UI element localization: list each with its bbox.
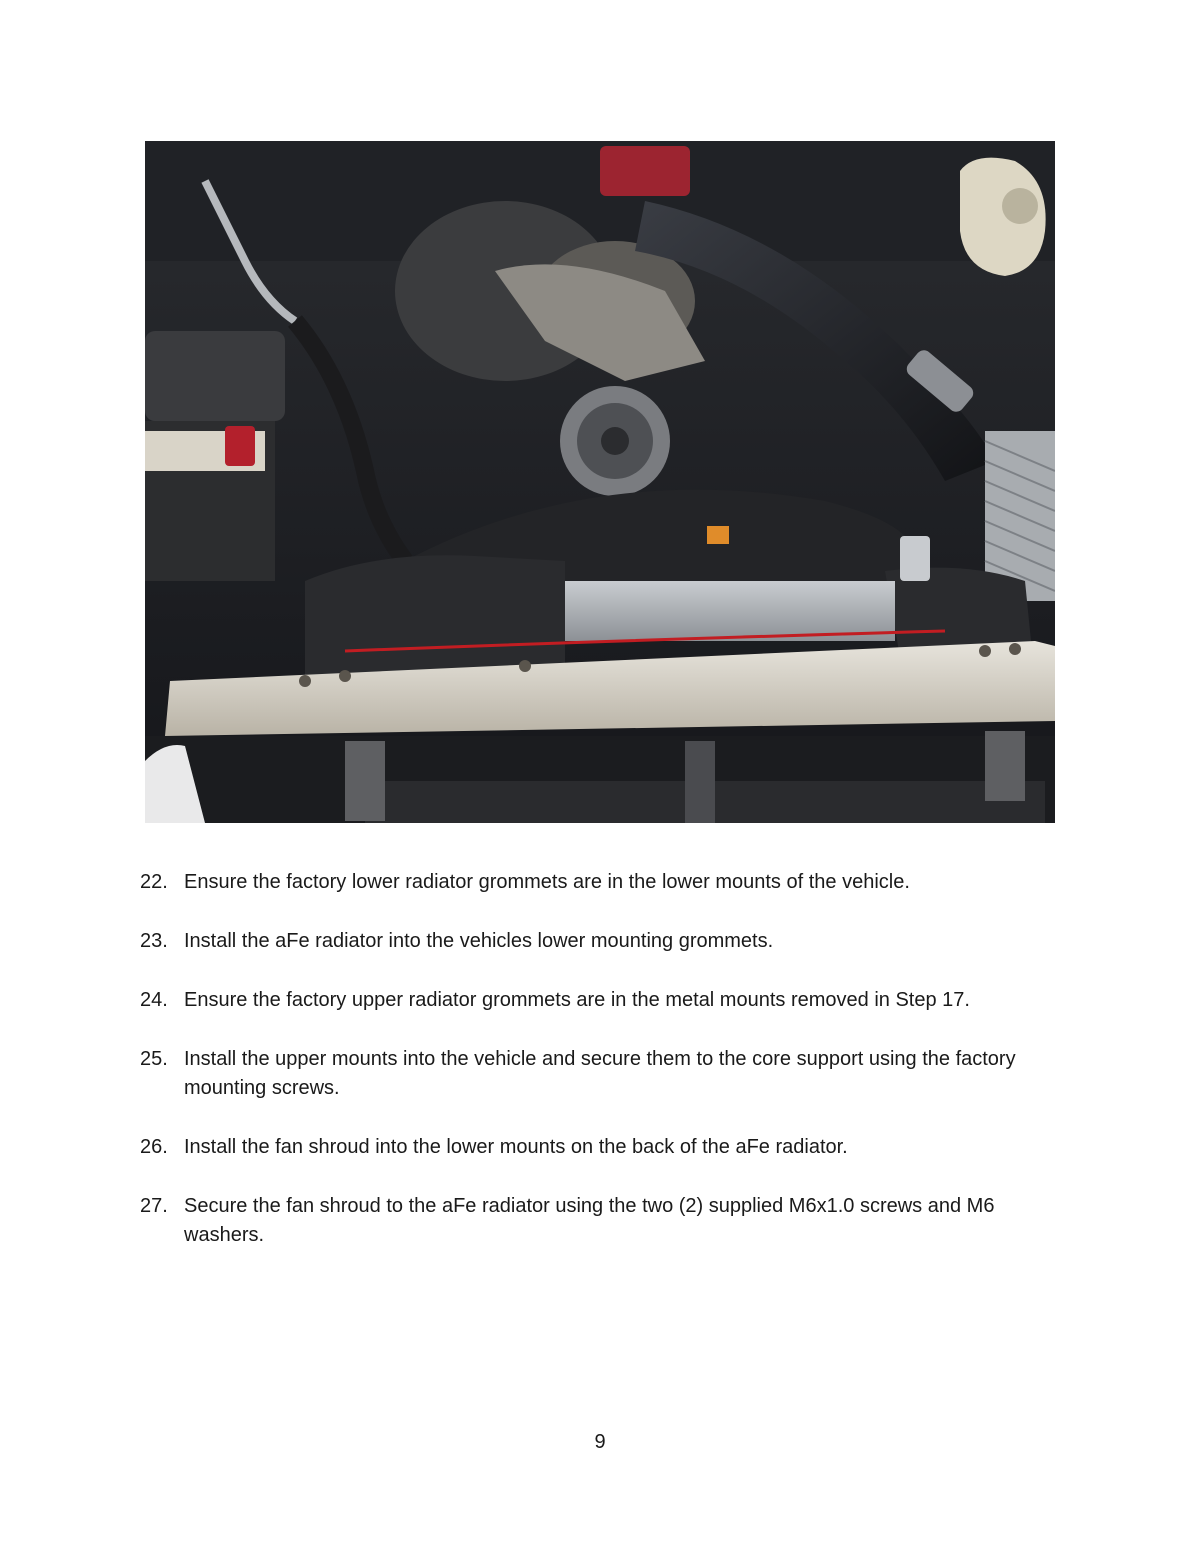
step-number: 25. [140,1048,168,1070]
step-item [140,1133,1080,1162]
page-number: 9 [594,1431,606,1453]
step-text: Install the upper mounts into the vehicle and secure them to the core support using the factory mounting screws. [184,1048,1016,1099]
step-text: Install the fan shroud into the lower mounts on the back of the aFe radiator. [184,1136,848,1158]
step-item [140,1045,1080,1103]
step-text: Ensure the factory lower radiator grommets are in the lower mounts of the vehicle. [184,871,910,893]
step-text: Ensure the factory upper radiator grommets are in the metal mounts removed in Step 17. [184,989,970,1011]
engine-bay-photo [145,141,1055,823]
step-number: 24. [140,989,168,1011]
step-number: 23. [140,930,168,952]
step-number: 22. [140,871,168,893]
step-item [140,868,1080,897]
step-item [140,1192,1080,1250]
step-item [140,986,1080,1015]
step-number: 26. [140,1136,168,1158]
step-text: Secure the fan shroud to the aFe radiator using the two (2) supplied M6x1.0 screws and M6 washers. [184,1195,995,1246]
step-item [140,927,1080,956]
engine-bay-illustration [145,141,1055,823]
installation-steps-list [140,868,1080,1280]
step-text: Install the aFe radiator into the vehicles lower mounting grommets. [184,930,774,952]
step-number: 27. [140,1195,168,1217]
